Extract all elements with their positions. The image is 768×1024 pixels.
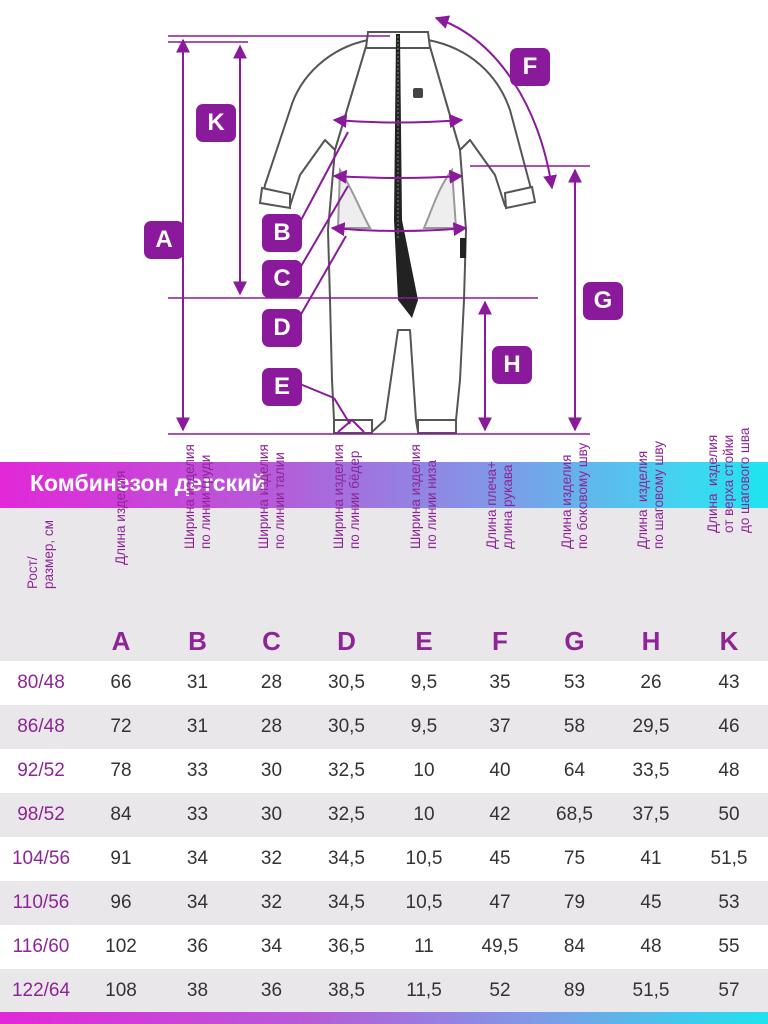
value-cell: 51,5 [710, 848, 748, 869]
header-label: Длина изделия по шаговому шву [635, 441, 666, 549]
value-cell: 32 [260, 892, 283, 913]
header-letter: A [111, 626, 131, 656]
value-cell: 34 [260, 936, 283, 957]
value-cell: 37,5 [632, 804, 670, 825]
header-label: Ширина изделия по линии бёдер [330, 444, 362, 549]
badge-c: C [262, 260, 302, 298]
table-row [0, 661, 768, 705]
value-cell: 32,5 [328, 760, 365, 781]
size-cell: 80/48 [17, 672, 65, 693]
value-cell: 89 [563, 980, 586, 1001]
value-cell: 10 [413, 804, 435, 825]
value-cell: 75 [563, 848, 586, 869]
table-row [0, 749, 768, 793]
value-cell: 30 [260, 804, 283, 825]
value-cell: 10 [413, 760, 435, 781]
badge-b: B [262, 214, 302, 252]
value-cell: 58 [563, 716, 586, 737]
value-cell: 84 [110, 804, 132, 825]
value-cell: 53 [563, 672, 586, 693]
value-cell: 30,5 [328, 716, 365, 737]
value-cell: 47 [489, 892, 511, 913]
header-label: Длина изделия от верха стойки до шагового шва [705, 427, 752, 533]
value-cell: 48 [718, 760, 740, 781]
value-cell: 102 [105, 936, 137, 957]
value-cell: 28 [260, 716, 283, 737]
header-label: Длина плеча+ длина рукава [484, 461, 515, 549]
value-cell: 9,5 [410, 716, 438, 737]
header-letter: K [719, 626, 739, 656]
header-label: Длина изделия [113, 470, 128, 565]
size-cell: 122/64 [11, 980, 71, 1001]
value-cell: 37 [489, 716, 511, 737]
size-cell: 92/52 [17, 760, 65, 781]
value-cell: 66 [110, 672, 132, 693]
size-cell: 110/56 [12, 892, 70, 913]
value-cell: 30,5 [328, 672, 365, 693]
value-cell: 36 [186, 936, 209, 957]
header-col-e [385, 444, 463, 661]
value-cell: 28 [260, 672, 283, 693]
jumpsuit-measurement-diagram [0, 0, 768, 460]
size-cell: 116/60 [12, 936, 70, 957]
badge-g: G [583, 282, 623, 320]
value-cell: 31 [186, 672, 209, 693]
header-col-k [690, 427, 768, 661]
value-cell: 42 [489, 804, 511, 825]
value-cell: 9,5 [410, 672, 438, 693]
value-cell: 68,5 [556, 804, 593, 825]
header-label: Ширина изделия по линии груди [181, 444, 213, 549]
value-cell: 38,5 [328, 980, 365, 1001]
value-cell: 57 [718, 980, 740, 1001]
header-label: Ширина изделия по линии низа [408, 444, 439, 549]
header-col-h [612, 441, 690, 661]
badge-d: D [262, 309, 302, 347]
header-col-c [235, 444, 308, 661]
value-cell: 45 [489, 848, 511, 869]
value-cell: 91 [110, 848, 132, 869]
value-cell: 30 [260, 760, 283, 781]
value-cell: 46 [718, 716, 740, 737]
table-row [0, 705, 768, 749]
badge-e: E [262, 368, 302, 406]
value-cell: 31 [186, 716, 209, 737]
value-cell: 29,5 [632, 716, 670, 737]
value-cell: 79 [563, 892, 586, 913]
value-cell: 10,5 [405, 848, 443, 869]
table-row [0, 793, 768, 837]
value-cell: 52 [489, 980, 511, 1001]
header-col-g [537, 442, 612, 661]
badge-a: A [144, 221, 184, 259]
size-cell: 98/52 [17, 804, 65, 825]
badge-h: H [492, 346, 532, 384]
header-letter: E [415, 626, 433, 656]
value-cell: 72 [110, 716, 132, 737]
table-row [0, 837, 768, 881]
table-title: Комбинезон детский [30, 470, 266, 496]
header-col-f [463, 461, 537, 661]
value-cell: 35 [489, 672, 511, 693]
value-cell: 38 [186, 980, 209, 1001]
size-cell: 86/48 [17, 716, 65, 737]
value-cell: 33 [186, 804, 209, 825]
table-row [0, 881, 768, 925]
value-cell: 26 [640, 672, 662, 693]
value-cell: 33 [186, 760, 209, 781]
value-cell: 78 [110, 760, 132, 781]
value-cell: 34,5 [328, 848, 365, 869]
value-cell: 36,5 [328, 936, 365, 957]
value-cell: 96 [110, 892, 132, 913]
header-letter: C [262, 626, 281, 656]
table-row [0, 969, 768, 1013]
header-label: Длина изделия по боковому шву [558, 442, 590, 549]
value-cell: 10,5 [405, 892, 443, 913]
value-cell: 43 [718, 672, 740, 693]
value-cell: 51,5 [632, 980, 670, 1001]
value-cell: 36 [260, 980, 283, 1001]
badge-k: K [196, 104, 236, 142]
header-col-b [160, 444, 235, 661]
value-cell: 32 [260, 848, 283, 869]
size-cell: 104/56 [11, 848, 71, 869]
header-letter: B [188, 626, 207, 656]
value-cell: 33,5 [632, 760, 670, 781]
badge-f: F [510, 48, 550, 86]
value-cell: 34,5 [328, 892, 365, 913]
table-row [0, 925, 768, 969]
value-cell: 84 [563, 936, 586, 957]
value-cell: 11 [414, 936, 434, 957]
value-cell: 32,5 [328, 804, 365, 825]
value-cell: 40 [489, 760, 511, 781]
value-cell: 45 [640, 892, 662, 913]
header-label: Рост/ размер, см [25, 520, 56, 589]
value-cell: 64 [563, 760, 586, 781]
value-cell: 53 [718, 892, 740, 913]
value-cell: 108 [105, 980, 137, 1001]
value-cell: 50 [718, 804, 740, 825]
value-cell: 11,5 [406, 980, 442, 1001]
value-cell: 48 [640, 936, 662, 957]
header-col-size [0, 508, 82, 661]
header-col-d [308, 444, 385, 661]
value-cell: 41 [640, 848, 662, 869]
value-cell: 34 [186, 848, 209, 869]
header-letter: D [337, 626, 356, 656]
header-letter: H [641, 626, 661, 656]
bottom-gradient-bar [0, 1012, 768, 1024]
header-col-a [82, 470, 160, 661]
header-label: Ширина изделия по линии талии [255, 444, 287, 549]
jumpsuit-illustration [0, 0, 768, 460]
value-cell: 49,5 [481, 936, 519, 957]
value-cell: 34 [186, 892, 209, 913]
header-letter: G [564, 626, 585, 656]
value-cell: 55 [718, 936, 740, 957]
header-letter: F [492, 626, 508, 656]
